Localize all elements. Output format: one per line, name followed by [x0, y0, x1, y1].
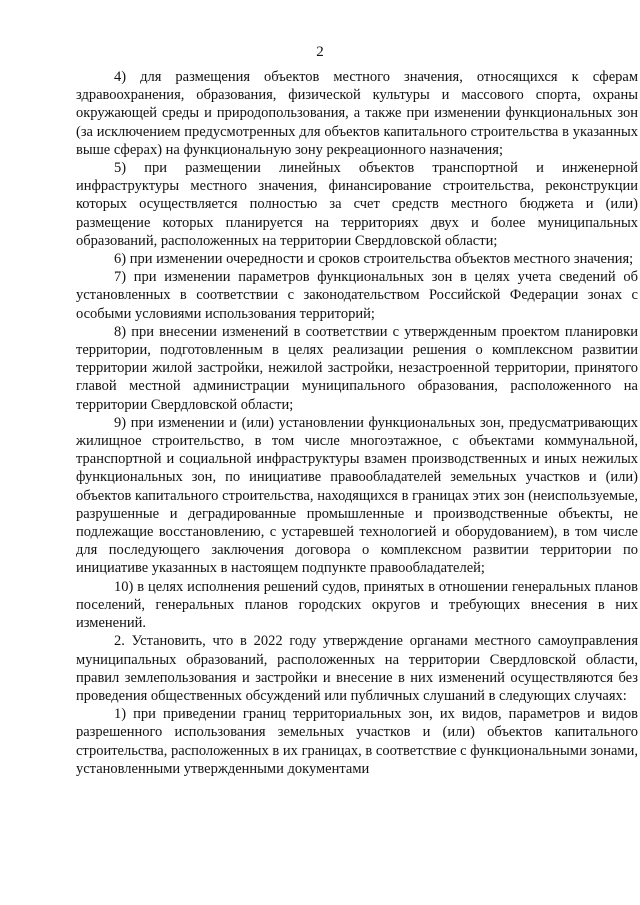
paragraph-section-2-item-1: 1) при приведении границ территориальных зон, их видов, параметров и видов разрешенного использования земельных участков и (или) объектов капитального строительства, расположенных в их границах, в соответствие с функциональными зонами, установленными утвержденными документами — [76, 706, 638, 777]
paragraph-item-10: 10) в целях исполнения решений судов, принятых в отношении генеральных планов поселений, генеральных планов городских округов и требующих внесения в них изменений. — [76, 578, 638, 632]
paragraph-item-4: 4) для размещения объектов местного значения, относящихся к сферам здравоохранения, образования, физической культуры и массового спорта, охраны окружающей среды и природопользования, а также при изменении функциональных зон (за исключением предусмотренных для объектов капитального строительства в указанных выше сферах) на функциональную зону рекреационного назначения; — [76, 69, 638, 158]
document-body — [76, 68, 638, 778]
paragraph-item-7: 7) при изменении параметров функциональных зон в целях учета сведений об установленных в соответствии с законодательством Российской Федерации зонах с особыми условиями использования территорий; — [76, 269, 638, 322]
paragraph-item-8: 8) при внесении изменений в соответствии с утвержденным проектом планировки территории, подготовленным в целях реализации решения о комплексном развитии территории жилой застройки, нежилой застройки, незастроенной территории, принятого главой местной администрации муниципального образования, расположенного на территории Свердловской области; — [76, 323, 638, 413]
paragraph-item-6: 6) при изменении очередности и сроков строительства объектов местного значения; — [114, 251, 634, 268]
paragraph-section-2: 2. Установить, что в 2022 году утверждение органами местного самоуправления муниципальных образований, расположенных на территории Свердловской области, правил землепользования и застройки и внесение в них изменений осуществляются без проведения общественных обсуждений или публичных слушаний в следующих случаях: — [76, 633, 638, 704]
page-number: 2 — [316, 44, 324, 60]
paragraph-item-5: 5) при размещении линейных объектов транспортной и инженерной инфраструктуры местного значения, финансирование строительства, реконструкции которых осуществляется полностью за счет средств местного бюджета и (или) размещение которых планируется на территориях двух и более муниципальных образований, расположенных на территории Свердловской области; — [76, 160, 638, 249]
paragraph-item-9: 9) при изменении и (или) установлении функциональных зон, предусматривающих жилищное строительство, в том числе многоэтажное, с объектами коммунальной, транспортной и социальной инфраструктуры взамен производственных и иных нежилых функциональных зон, по инициативе правообладателей земельных участков и (или) объектов капитального строительства, находящихся в границах этих зон (неиспользуемые, разрушенные и деградированные промышленные и производственные объекты, не подлежащие восстановлению, с устаревшей технологией и оборудованием), в том числе для последующего заключения договора о комплексном развитии территории по инициативе указанных в настоящем подпункте правообладателей; — [76, 414, 638, 577]
